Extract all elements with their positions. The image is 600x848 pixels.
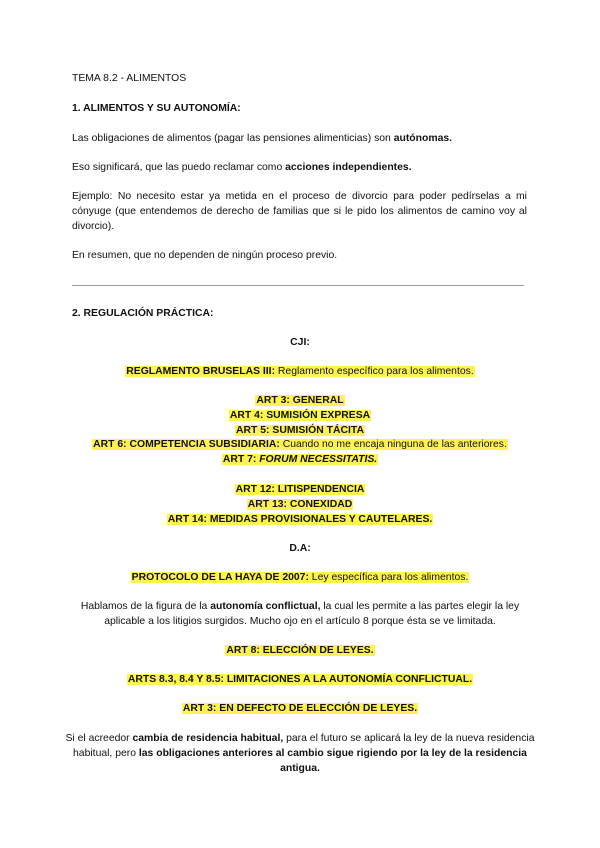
art-6-competencia [60,437,540,452]
paragraph-text: Las obligaciones de alimentos (pagar las pensiones alimenticias) son [72,133,394,144]
reglamento-bruselas [60,364,540,379]
paragraph-text: la cual les permite a las partes elegir la ley aplicable a los litigios surgidos. Mucho ojo en el artículo 8 porque ésta se ve limitada. [104,601,520,627]
paragraph-acciones [72,160,527,175]
da-label: D.A: [289,543,311,554]
paragraph-text: Reglamento específico para los alimentos. [275,366,474,377]
bold-term: PROTOCOLO DE LA HAYA DE 2007: [131,572,309,583]
paragraph-text: Ley específica para los alimentos. [308,572,469,583]
bold-term: ART 6: COMPETENCIA SUBSIDIARIA: [93,439,280,450]
bold-term: las obligaciones anteriores al cambio sigue rigiendo por la ley de la residencia antigua. [138,748,527,774]
bold-term: cambia de residencia habitual, [132,733,284,744]
bold-term: REGLAMENTO BRUSELAS III: [126,366,276,377]
art-14-medidas: ART 14: MEDIDAS PROVISIONALES Y CAUTELARES. [167,514,433,525]
paragraph-autonomas [72,131,527,146]
bold-term: acciones independientes. [285,162,412,173]
horizontal-rule [72,285,524,286]
section-1-heading: 1. ALIMENTOS Y SU AUTONOMÍA: [72,103,241,114]
paragraph-text: Hablamos de la figura de la [80,601,211,612]
paragraph-autonomia-conflictual [60,599,540,629]
art-7-forum [60,452,540,467]
art-5-sumision-tacita: ART 5: SUMISIÓN TÁCITA [236,425,364,436]
bold-term: autonomía conflictual, [210,601,321,612]
paragraph-text: para el futuro se aplicará la ley de la nueva residencia habitual, pero [73,733,535,759]
document-title: TEMA 8.2 - ALIMENTOS [72,73,187,84]
paragraph-resumen: En resumen, que no dependen de ningún proceso previo. [72,250,338,261]
art-4-sumision-expresa: ART 4: SUMISIÓN EXPRESA [229,410,371,421]
paragraph-ejemplo: Ejemplo: No necesito estar ya metida en el proceso de divorcio para poder pedírselas a mi cónyuge (que entendemos de derecho de familias que si le pido los alimentos de camino voy al divorcio). [72,191,527,232]
paragraph-residencia [60,731,540,776]
protocolo-haya [60,570,540,585]
cji-label: CJI: [290,337,310,348]
art-3-general: ART 3: GENERAL [256,395,344,406]
art-12-litispendencia: ART 12: LITISPENDENCIA [235,484,365,495]
paragraph-text: Si el acreedor [65,733,133,744]
section-2-heading: 2. REGULACIÓN PRÁCTICA: [72,308,214,319]
bold-term: ART 7: [222,454,260,465]
italic-term: FORUM NECESSITATIS. [259,454,378,465]
art-8-eleccion: ART 8: ELECCIÓN DE LEYES. [226,645,374,656]
paragraph-text: Cuando no me encaja ninguna de las anteriores. [279,439,507,450]
bold-term: autónomas. [393,133,453,144]
art-3-defecto: ART 3: EN DEFECTO DE ELECCIÓN DE LEYES. [182,703,418,714]
art-13-conexidad: ART 13: CONEXIDAD [247,499,353,510]
paragraph-text: Eso significará, que las puedo reclamar como [72,162,286,173]
arts-8-limitaciones: ARTS 8.3, 8.4 Y 8.5: LIMITACIONES A LA AUTONOMÍA CONFLICTUAL. [127,674,473,685]
